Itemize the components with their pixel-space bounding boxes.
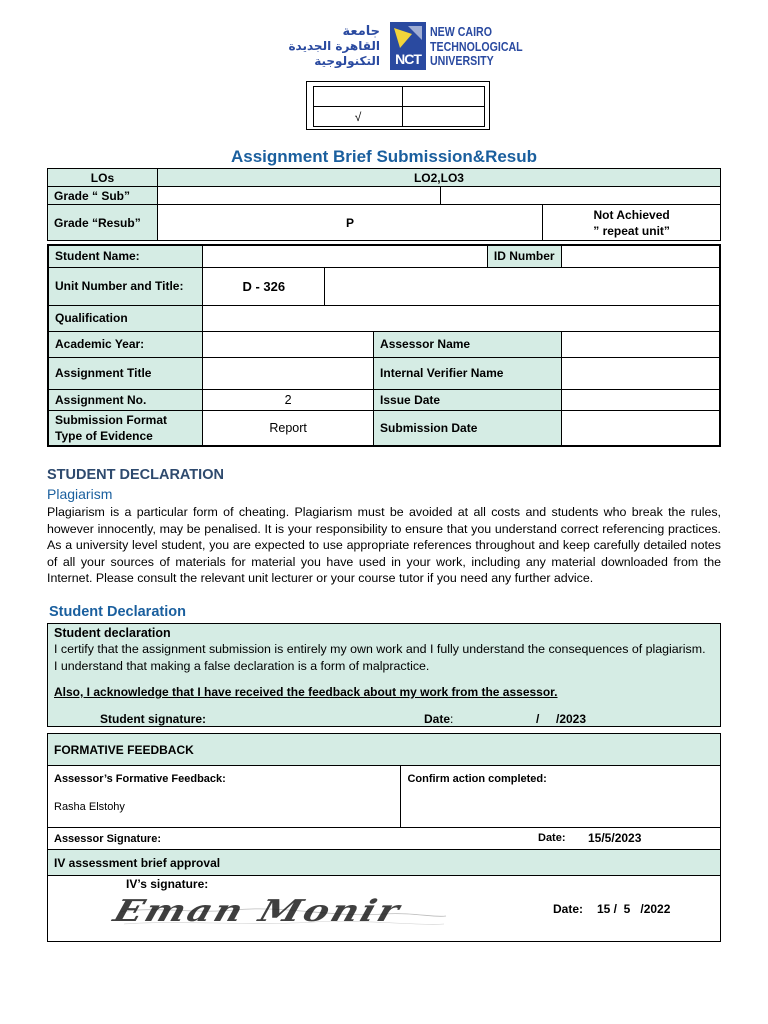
not-achieved-cell [543,205,721,241]
logo-english-line1: NEW CAIRO [430,25,492,39]
formative-feedback-heading: FORMATIVE FEEDBACK [48,734,721,766]
grade-resub-label: Grade “Resub” [48,205,158,241]
check-cell-empty-2 [403,87,485,107]
academic-year-label: Academic Year: [48,331,203,357]
id-number-field[interactable] [561,245,720,267]
grade-sub-value[interactable] [157,187,440,205]
logo-mark-text: NCT [395,51,421,67]
issue-date-field[interactable] [561,389,720,410]
assessor-signature-row [48,828,721,850]
assessor-date-label: Date: [538,832,566,844]
assessor-feedback-cell[interactable] [48,766,401,828]
declaration-box-text: I certify that the assignment submission is entirely my own work and I fully understand the consequences of plagiarism. I understand that making a false declaration is a form of malpractice. [54,642,706,673]
declaration-date-word: Date [424,712,451,726]
acknowledge-text: Also, I acknowledge that I have received the feedback about my work from the assessor. [54,685,558,699]
student-declaration-heading: STUDENT DECLARATION [47,467,224,483]
internal-verifier-label: Internal Verifier Name [374,357,562,389]
assessor-name-field[interactable] [561,331,720,357]
submission-date-field[interactable] [561,410,720,446]
iv-approval-heading: IV assessment brief approval [48,850,721,876]
iv-date-label: Date: [553,902,584,916]
confirm-action-cell[interactable] [401,766,721,828]
grade-sub-value-2[interactable] [441,187,721,205]
qualification-label: Qualification [48,305,203,331]
declaration-date-value: / /2023 [536,712,587,726]
academic-year-field[interactable] [203,331,374,357]
submission-format-value: Report [203,410,374,446]
submission-date-label: Submission Date [374,410,562,446]
check-cell-empty-1 [314,87,403,107]
logo-arabic-line2: القاهرة الجديدة [288,39,380,53]
student-name-label: Student Name: [48,245,203,267]
los-label: LOs [48,169,158,187]
feedback-table [47,733,721,942]
assignment-no-value: 2 [203,389,374,410]
iv-signature-text: Eman Monir [109,894,406,929]
check-box-frame [306,81,490,130]
grade-sub-label: Grade “ Sub” [48,187,158,205]
check-table [313,86,485,127]
assessor-signature-label: Assessor Signature: [54,832,161,845]
submission-format-label: Submission Format Type of Evidence [48,410,203,446]
iv-signature-row [48,876,721,942]
qualification-field[interactable] [203,305,720,331]
los-value: LO2,LO3 [157,169,720,187]
university-logo [282,22,522,74]
declaration-box-title: Student declaration [54,626,171,640]
declaration-date-colon: : [450,712,454,726]
assignment-title-field[interactable] [203,357,374,389]
logo-english-line2: TECHNOLOGICAL [430,39,523,54]
declaration-date-label [424,712,453,726]
student-declaration-subheading: Student Declaration [49,604,186,620]
unit-number-value: D - 326 [203,267,325,305]
assignment-title-label: Assignment Title [48,357,203,389]
confirm-action-label: Confirm action completed: [407,773,547,785]
assessor-feedback-label: Assessor’s Formative Feedback: [54,773,226,785]
unit-label: Unit Number and Title: [48,267,203,305]
not-achieved-line1: Not Achieved [593,207,670,222]
logo-arabic-line3: التكنولوجية [314,54,380,68]
issue-date-label: Issue Date [374,389,562,410]
student-name-field[interactable] [203,245,488,267]
check-cell-empty-3 [403,107,485,127]
check-mark-cell: √ [314,107,403,127]
declaration-box [47,623,721,727]
iv-signature-image [109,890,454,940]
logo-mark-icon [390,22,426,70]
logo-arabic-line1: جامعة [342,24,380,39]
logo-english-line3: UNIVERSITY [430,54,494,68]
iv-date-value: 15 / 5 /2022 [597,902,671,916]
grade-table [47,168,721,241]
assessor-name-label: Assessor Name [374,331,562,357]
internal-verifier-field[interactable] [561,357,720,389]
student-signature-label: Student signature: [100,712,207,726]
assignment-no-label: Assignment No. [48,389,203,410]
assessor-date-value: 15/5/2023 [588,831,642,845]
grade-resub-value: P [157,205,542,241]
assessor-name-text: Rasha Elstohy [54,801,125,813]
student-info-table [47,244,721,447]
plagiarism-heading: Plagiarism [47,486,113,502]
not-achieved-line2: ” repeat unit” [593,223,670,238]
plagiarism-paragraph: Plagiarism is a particular form of cheating. Plagiarism must be avoided at all costs and students who break the rules, however innocently, may be penalised. It is your responsibility to ensure that you understand correct referencing practices. As a university level student, you are expected to use appropriate references throughout and keep carefully detailed notes of all your sources of materials for material you have used in your work, including any material downloaded from the Internet. Please consult the relevant unit lecturer or your course tutor if you need any further advice. [47,505,721,586]
unit-title-field[interactable] [325,267,720,305]
iv-signature-label: IV’s signature: [126,877,209,891]
page-title: Assignment Brief Submission&Resub [230,147,538,166]
id-number-label: ID Number [487,245,561,267]
